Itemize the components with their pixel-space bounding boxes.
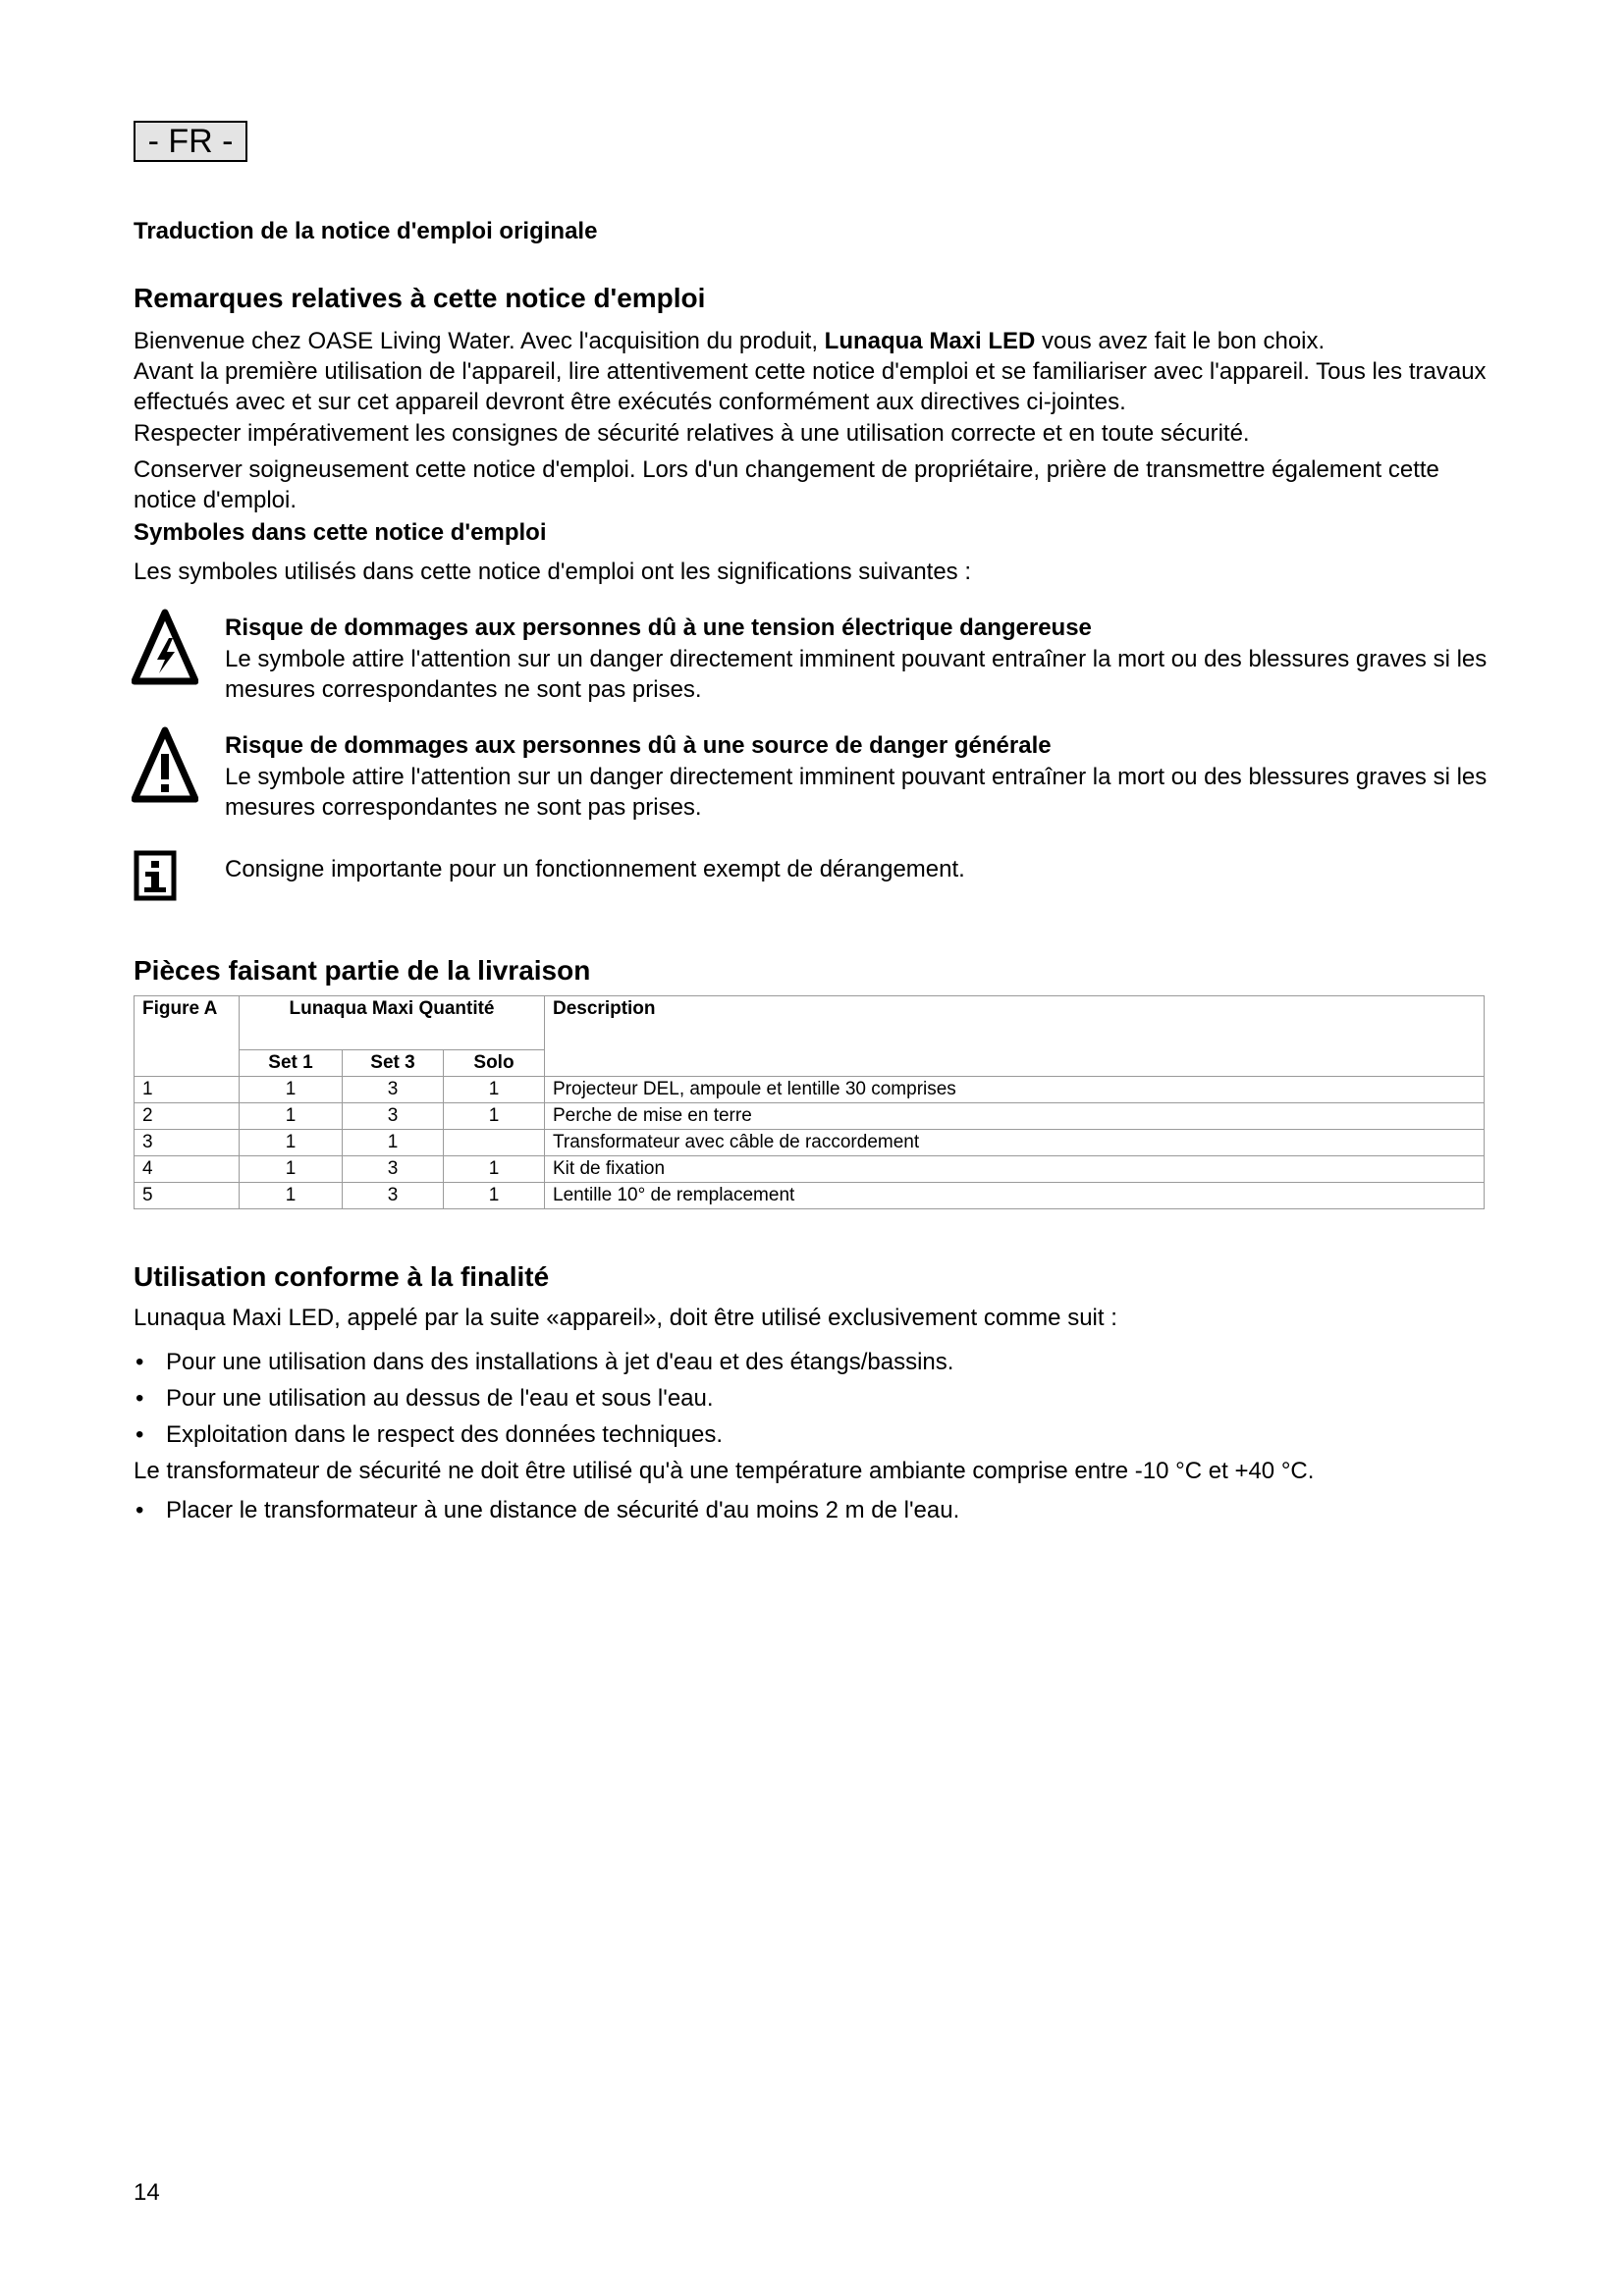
intro-prefix: Bienvenue chez OASE Living Water. Avec l'acquisition du produit, xyxy=(134,328,825,354)
list-item-text: Pour une utilisation dans des installations à jet d'eau et des étangs/bassins. xyxy=(166,1349,954,1375)
symbol-electric-text: Le symbole attire l'attention sur un danger directement imminent pouvant entraîner la mort ou des blessures graves si les mesures correspondantes ne sont pas prises. xyxy=(225,646,1488,703)
symbols-intro: Les symboles utilisés dans cette notice d'emploi ont les significations suivantes : xyxy=(134,559,972,585)
symbols-heading: Symboles dans cette notice d'emploi xyxy=(134,519,547,546)
table-row xyxy=(135,1130,1485,1156)
list-item-text: Placer le transformateur à une distance de sécurité d'au moins 2 m de l'eau. xyxy=(166,1497,960,1523)
table-header-quantity-group: Lunaqua Maxi Quantité xyxy=(240,996,545,1050)
symbol-general-title: Risque de dommages aux personnes dû à une source de danger générale xyxy=(225,732,1052,759)
product-name: Lunaqua Maxi LED xyxy=(824,328,1036,354)
bullet-icon: • xyxy=(135,1349,144,1375)
cell-solo xyxy=(444,1130,545,1156)
table-row xyxy=(135,1183,1485,1209)
table-header-description: Description xyxy=(545,996,1485,1077)
bullet-icon: • xyxy=(135,1497,144,1523)
info-icon xyxy=(134,850,177,906)
safety-paragraph: Respecter impérativement les consignes de sécurité relatives à une utilisation correcte et en toute sécurité. xyxy=(134,420,1250,447)
cell-description: Kit de fixation xyxy=(545,1156,1485,1183)
table-row xyxy=(135,1156,1485,1183)
general-warning-icon xyxy=(132,726,198,808)
document-subtitle: Traduction de la notice d'emploi originale xyxy=(134,218,598,244)
cell-solo: 1 xyxy=(444,1156,545,1183)
cell-set1: 1 xyxy=(240,1103,343,1130)
cell-solo: 1 xyxy=(444,1183,545,1209)
cell-set3: 1 xyxy=(343,1130,444,1156)
cell-set3: 3 xyxy=(343,1103,444,1130)
table-row xyxy=(135,1077,1485,1103)
list-item xyxy=(134,1347,1489,1377)
table-header-set1: Set 1 xyxy=(240,1050,343,1077)
cell-description: Perche de mise en terre xyxy=(545,1103,1485,1130)
intro-suffix: vous avez fait le bon choix. xyxy=(1035,328,1326,354)
cell-set3: 3 xyxy=(343,1077,444,1103)
cell-description: Lentille 10° de remplacement xyxy=(545,1183,1485,1209)
cell-description: Transformateur avec câble de raccordement xyxy=(545,1130,1485,1156)
table-header-solo: Solo xyxy=(444,1050,545,1077)
list-item xyxy=(134,1383,1489,1414)
symbol-info-text: Consigne importante pour un fonctionnement exempt de dérangement. xyxy=(225,856,965,882)
symbol-general-text: Le symbole attire l'attention sur un danger directement imminent pouvant entraîner la mort ou des blessures graves si les mesures correspondantes ne sont pas prises. xyxy=(225,764,1488,821)
cell-set3: 3 xyxy=(343,1156,444,1183)
cell-figure: 2 xyxy=(135,1103,240,1130)
table-header-set3: Set 3 xyxy=(343,1050,444,1077)
delivery-parts-table xyxy=(134,995,1485,1209)
cell-set1: 1 xyxy=(240,1077,343,1103)
cell-set1: 1 xyxy=(240,1130,343,1156)
cell-solo: 1 xyxy=(444,1077,545,1103)
cell-solo: 1 xyxy=(444,1103,545,1130)
page-number: 14 xyxy=(134,2179,160,2206)
cell-figure: 4 xyxy=(135,1156,240,1183)
cell-set1: 1 xyxy=(240,1156,343,1183)
table-header-figure: Figure A xyxy=(135,996,240,1077)
cell-description: Projecteur DEL, ampoule et lentille 30 comprises xyxy=(545,1077,1485,1103)
intro-line2: Avant la première utilisation de l'appareil, lire attentivement cette notice d'emploi et se familiariser avec l'appareil. Tous les travaux effectués avec et sur cet appareil devront être exécutés conformément aux directives ci-jointes. xyxy=(134,358,1487,415)
list-item xyxy=(134,1419,1489,1450)
bullet-icon: • xyxy=(135,1421,144,1448)
utilisation-intro: Lunaqua Maxi LED, appelé par la suite «appareil», doit être utilisé exclusivement comme suit : xyxy=(134,1305,1117,1331)
bullet-icon: • xyxy=(135,1385,144,1412)
cell-set3: 3 xyxy=(343,1183,444,1209)
section-heading-utilisation: Utilisation conforme à la finalité xyxy=(134,1261,550,1292)
cell-figure: 1 xyxy=(135,1077,240,1103)
keep-manual-paragraph: Conserver soigneusement cette notice d'emploi. Lors d'un changement de propriétaire, prière de transmettre également cette notice d'emploi. xyxy=(134,456,1439,513)
list-item xyxy=(134,1495,1489,1525)
language-badge: - FR - xyxy=(134,121,247,162)
list-item-text: Exploitation dans le respect des données techniques. xyxy=(166,1421,724,1448)
transformer-temperature-note: Le transformateur de sécurité ne doit être utilisé qu'à une température ambiante comprise entre -10 °C et +40 °C. xyxy=(134,1458,1315,1484)
intro-paragraph xyxy=(134,326,1489,417)
section-heading-pieces: Pièces faisant partie de la livraison xyxy=(134,955,591,986)
cell-figure: 3 xyxy=(135,1130,240,1156)
symbol-electric-title: Risque de dommages aux personnes dû à une tension électrique dangereuse xyxy=(225,614,1092,641)
section-heading-remarques: Remarques relatives à cette notice d'emploi xyxy=(134,283,706,313)
cell-figure: 5 xyxy=(135,1183,240,1209)
electric-warning-icon xyxy=(132,609,198,690)
list-item-text: Pour une utilisation au dessus de l'eau et sous l'eau. xyxy=(166,1385,714,1412)
table-row xyxy=(135,1103,1485,1130)
cell-set1: 1 xyxy=(240,1183,343,1209)
